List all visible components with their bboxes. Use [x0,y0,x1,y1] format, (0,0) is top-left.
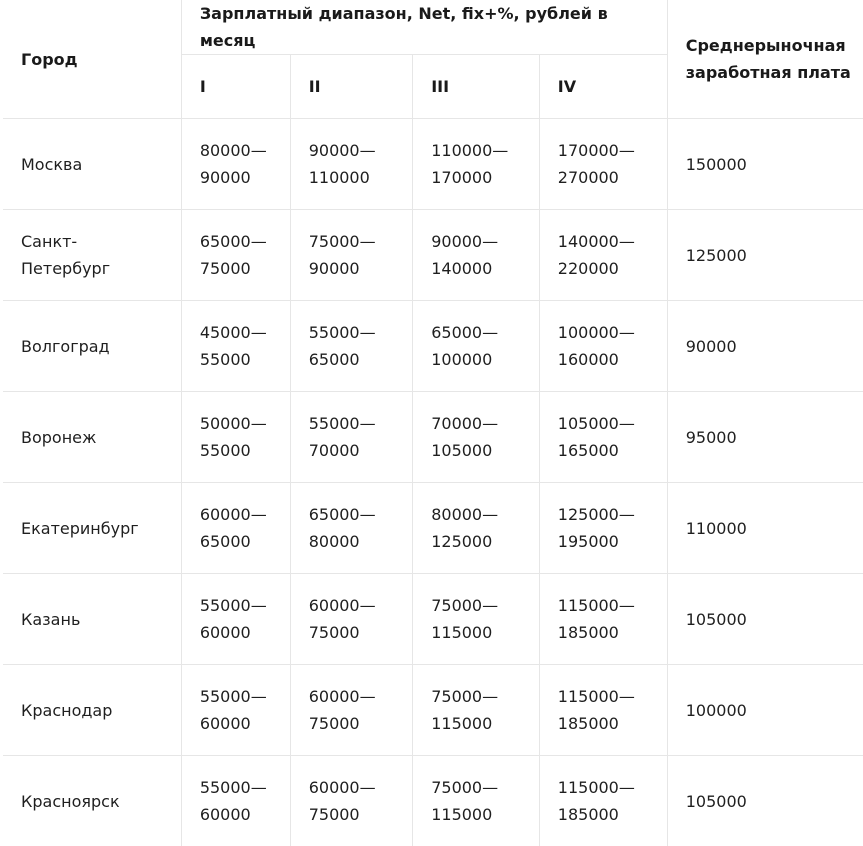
table-body [3,119,863,846]
table-header [3,0,863,119]
city-cell: Казань [3,574,181,665]
range-cell-level-3 [413,574,540,665]
range-to: 65000 [309,346,395,373]
header-row [3,0,863,55]
range-from: 60000— [309,592,395,619]
range-to: 65000 [200,528,272,555]
range-to: 270000 [558,164,649,191]
average-salary-cell: 110000 [667,483,863,574]
range-cell-level-3 [413,210,540,301]
average-salary-cell: 125000 [667,210,863,301]
range-from: 65000— [309,501,395,528]
range-cell-level-3 [413,756,540,846]
city-cell: Воронеж [3,392,181,483]
range-cell-level-1 [181,301,290,392]
range-from: 55000— [200,774,272,801]
range-to: 165000 [558,437,649,464]
range-to: 75000 [309,619,395,646]
range-cell-level-1 [181,392,290,483]
range-to: 115000 [431,801,521,828]
range-from: 115000— [558,774,649,801]
range-to: 115000 [431,710,521,737]
range-from: 55000— [309,410,395,437]
range-from: 55000— [309,319,395,346]
range-to: 185000 [558,619,649,646]
range-cell-level-2 [290,119,413,210]
average-salary-cell: 100000 [667,665,863,756]
average-salary-cell: 105000 [667,756,863,846]
range-cell-level-1 [181,756,290,846]
range-to: 55000 [200,346,272,373]
range-from: 45000— [200,319,272,346]
range-from: 115000— [558,683,649,710]
range-cell-level-2 [290,574,413,665]
range-cell-level-4 [539,119,667,210]
average-salary-header: Среднерыночная заработная плата [667,0,863,119]
range-cell-level-4 [539,301,667,392]
range-cell-level-4 [539,756,667,846]
range-cell-level-3 [413,483,540,574]
range-cell-level-2 [290,665,413,756]
city-cell: Краснодар [3,665,181,756]
range-from: 105000— [558,410,649,437]
range-from: 90000— [431,228,521,255]
range-cell-level-4 [539,483,667,574]
range-cell-level-4 [539,665,667,756]
range-to: 170000 [431,164,521,191]
range-cell-level-4 [539,210,667,301]
table-row [3,210,863,301]
range-to: 75000 [309,710,395,737]
average-salary-cell: 105000 [667,574,863,665]
table-row [3,756,863,846]
range-from: 50000— [200,410,272,437]
range-cell-level-3 [413,301,540,392]
range-from: 170000— [558,137,649,164]
range-from: 65000— [200,228,272,255]
table-row [3,301,863,392]
range-cell-level-1 [181,210,290,301]
range-from: 65000— [431,319,521,346]
city-cell: Санкт-Петербург [3,210,181,301]
range-from: 115000— [558,592,649,619]
range-to: 75000 [309,801,395,828]
salary-range-header: Зарплатный диапазон, Net, fix+%, рублей в месяц [181,0,667,55]
range-cell-level-2 [290,392,413,483]
range-cell-level-2 [290,756,413,846]
range-to: 75000 [200,255,272,282]
average-salary-cell: 150000 [667,119,863,210]
range-to: 55000 [200,437,272,464]
range-cell-level-4 [539,392,667,483]
range-from: 90000— [309,137,395,164]
range-to: 80000 [309,528,395,555]
range-to: 115000 [431,619,521,646]
table-row [3,119,863,210]
range-to: 160000 [558,346,649,373]
range-to: 70000 [309,437,395,464]
range-cell-level-2 [290,210,413,301]
range-to: 90000 [200,164,272,191]
range-from: 75000— [431,592,521,619]
range-from: 60000— [200,501,272,528]
range-from: 55000— [200,683,272,710]
range-cell-level-4 [539,574,667,665]
range-cell-level-1 [181,574,290,665]
range-cell-level-1 [181,483,290,574]
salary-table [3,0,863,846]
range-from: 140000— [558,228,649,255]
range-from: 70000— [431,410,521,437]
range-from: 125000— [558,501,649,528]
range-from: 55000— [200,592,272,619]
range-from: 75000— [431,683,521,710]
range-to: 60000 [200,619,272,646]
range-from: 80000— [200,137,272,164]
range-to: 140000 [431,255,521,282]
range-to: 60000 [200,801,272,828]
table-row [3,483,863,574]
level-header: III [413,55,540,119]
range-from: 75000— [309,228,395,255]
range-cell-level-3 [413,665,540,756]
range-from: 80000— [431,501,521,528]
city-cell: Екатеринбург [3,483,181,574]
range-to: 105000 [431,437,521,464]
table-row [3,574,863,665]
range-to: 100000 [431,346,521,373]
range-to: 90000 [309,255,395,282]
range-from: 60000— [309,774,395,801]
city-column-header: Город [3,0,181,119]
range-from: 75000— [431,774,521,801]
city-cell: Красноярск [3,756,181,846]
range-cell-level-1 [181,665,290,756]
table-row [3,392,863,483]
city-cell: Москва [3,119,181,210]
range-cell-level-1 [181,119,290,210]
range-from: 110000— [431,137,521,164]
level-header: IV [539,55,667,119]
range-to: 220000 [558,255,649,282]
range-to: 185000 [558,801,649,828]
average-salary-cell: 90000 [667,301,863,392]
range-cell-level-2 [290,301,413,392]
range-to: 110000 [309,164,395,191]
table-row [3,665,863,756]
range-to: 185000 [558,710,649,737]
range-to: 125000 [431,528,521,555]
range-cell-level-3 [413,392,540,483]
range-from: 100000— [558,319,649,346]
range-to: 195000 [558,528,649,555]
average-salary-cell: 95000 [667,392,863,483]
range-cell-level-3 [413,119,540,210]
range-cell-level-2 [290,483,413,574]
level-header: II [290,55,413,119]
range-from: 60000— [309,683,395,710]
level-header: I [181,55,290,119]
range-to: 60000 [200,710,272,737]
city-cell: Волгоград [3,301,181,392]
